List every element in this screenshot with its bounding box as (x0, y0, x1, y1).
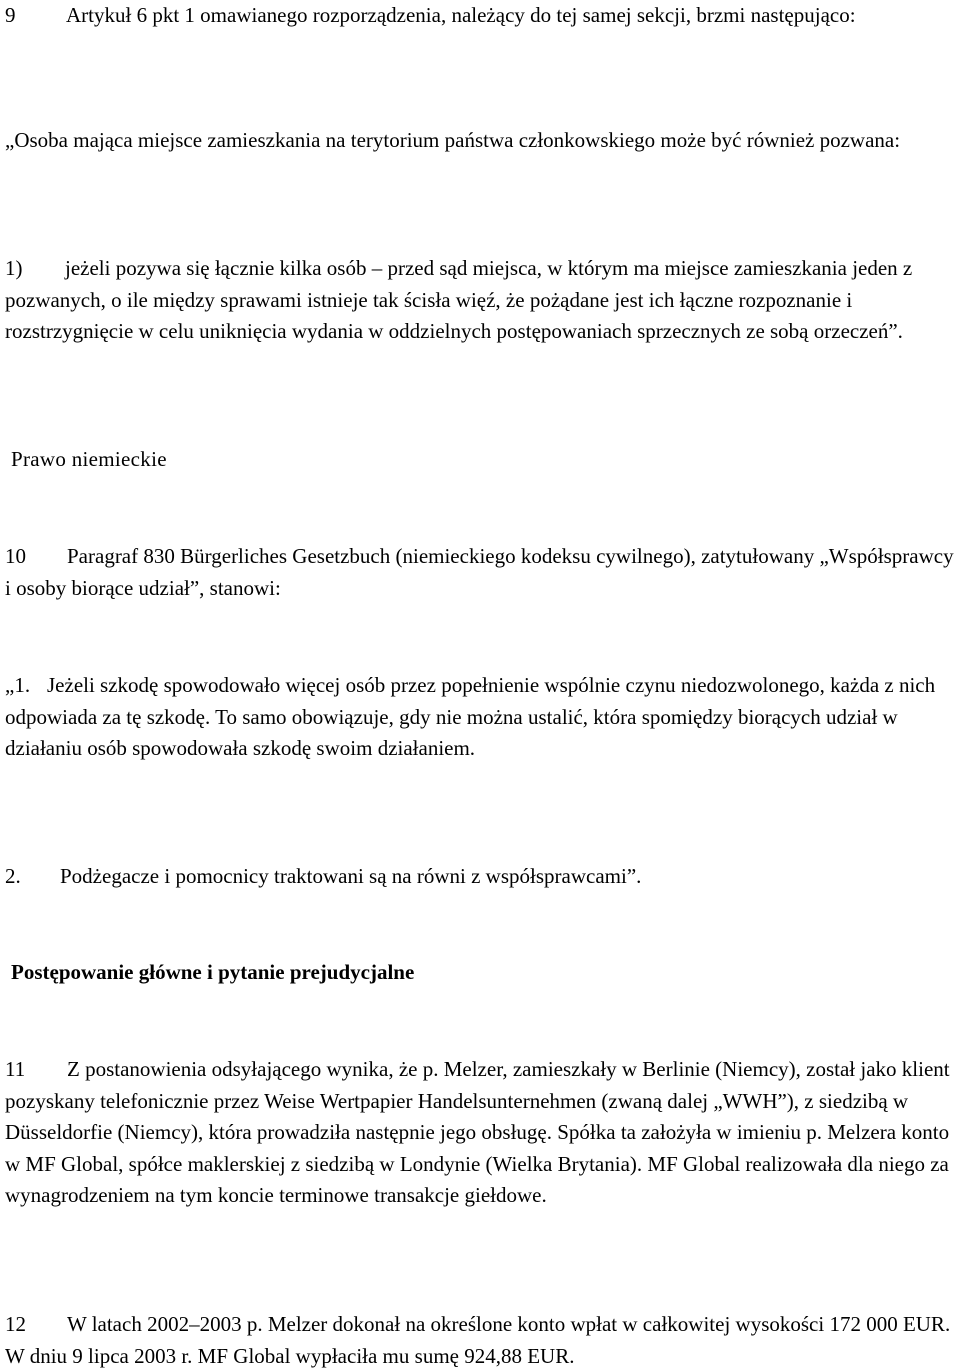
paragraph-number: 12 (5, 1312, 26, 1336)
heading-german-law: Prawo niemieckie (11, 447, 167, 471)
paragraph-12 (5, 1309, 955, 1372)
paragraph-11 (5, 1054, 955, 1212)
point-number: „1. (5, 673, 31, 697)
paragraph-number: 9 (5, 3, 16, 27)
paragraph-10 (5, 541, 955, 604)
heading-main-proceedings: Postępowanie główne i pytanie prejudycjalne (11, 960, 415, 984)
paragraph-9 (5, 0, 955, 32)
bgb-point-2 (5, 861, 955, 893)
paragraph-text: Z postanowienia odsyłającego wynika, że p. Melzer, zamieszkały w Berlinie (Niemcy), został jako klient pozyskany telefonicznie przez Weise Wertpapier Handelsunternehmen (zwaną dalej „WWH”), z siedzibą w Düsseldorfie (Niemcy), która prowadziła następnie jego obsługę. Spółka ta założyła w imieniu p. Melzera konto w MF Global, spółce maklerskiej z siedzibą w Londynie (Wielka Brytania). MF Global realizowała dla niego za wynagrodzeniem na tym koncie terminowe transakcje giełdowe. (5, 1057, 950, 1207)
point-1 (5, 253, 955, 348)
bgb-point-1 (5, 670, 955, 765)
paragraph-text: Paragraf 830 Bürgerliches Gesetzbuch (niemieckiego kodeksu cywilnego), zatytułowany „Współsprawcy i osoby biorące udział”, stanowi: (5, 544, 954, 600)
paragraph-text: Artykuł 6 pkt 1 omawianego rozporządzenia, należący do tej samej sekcji, brzmi następująco: (66, 3, 856, 27)
paragraph-text: W latach 2002–2003 p. Melzer dokonał na określone konto wpłat w całkowitej wysokości 172 000 EUR. W dniu 9 lipca 2003 r. MF Global wypłaciła mu sumę 924,88 EUR. (5, 1312, 951, 1368)
point-number: 2. (5, 864, 21, 888)
paragraph-number: 10 (5, 544, 26, 568)
point-text: Jeżeli szkodę spowodowało więcej osób przez popełnienie wspólnie czynu niedozwolonego, każda z nich odpowiada za tę szkodę. To samo obowiązuje, gdy nie można ustalić, która spomiędzy biorących udział w działaniu osób spowodowała szkodę swoim działaniem. (5, 673, 936, 760)
paragraph-number: 11 (5, 1057, 26, 1081)
point-text: Podżegacze i pomocnicy traktowani są na równi z współsprawcami”. (60, 864, 642, 888)
quote-intro: „Osoba mająca miejsce zamieszkania na terytorium państwa członkowskiego może być również pozwana: (5, 128, 901, 152)
point-number: 1) (5, 256, 23, 280)
point-text: jeżeli pozywa się łącznie kilka osób – przed sąd miejsca, w którym ma miejsce zamieszkania jeden z pozwanych, o ile między sprawami istnieje tak ścisła więź, że pożądane jest ich łączne rozpoznanie i rozstrzygnięcie w celu uniknięcia wydania w oddzielnych postępowaniach sprzecznych ze sobą orzeczeń”. (5, 256, 913, 343)
